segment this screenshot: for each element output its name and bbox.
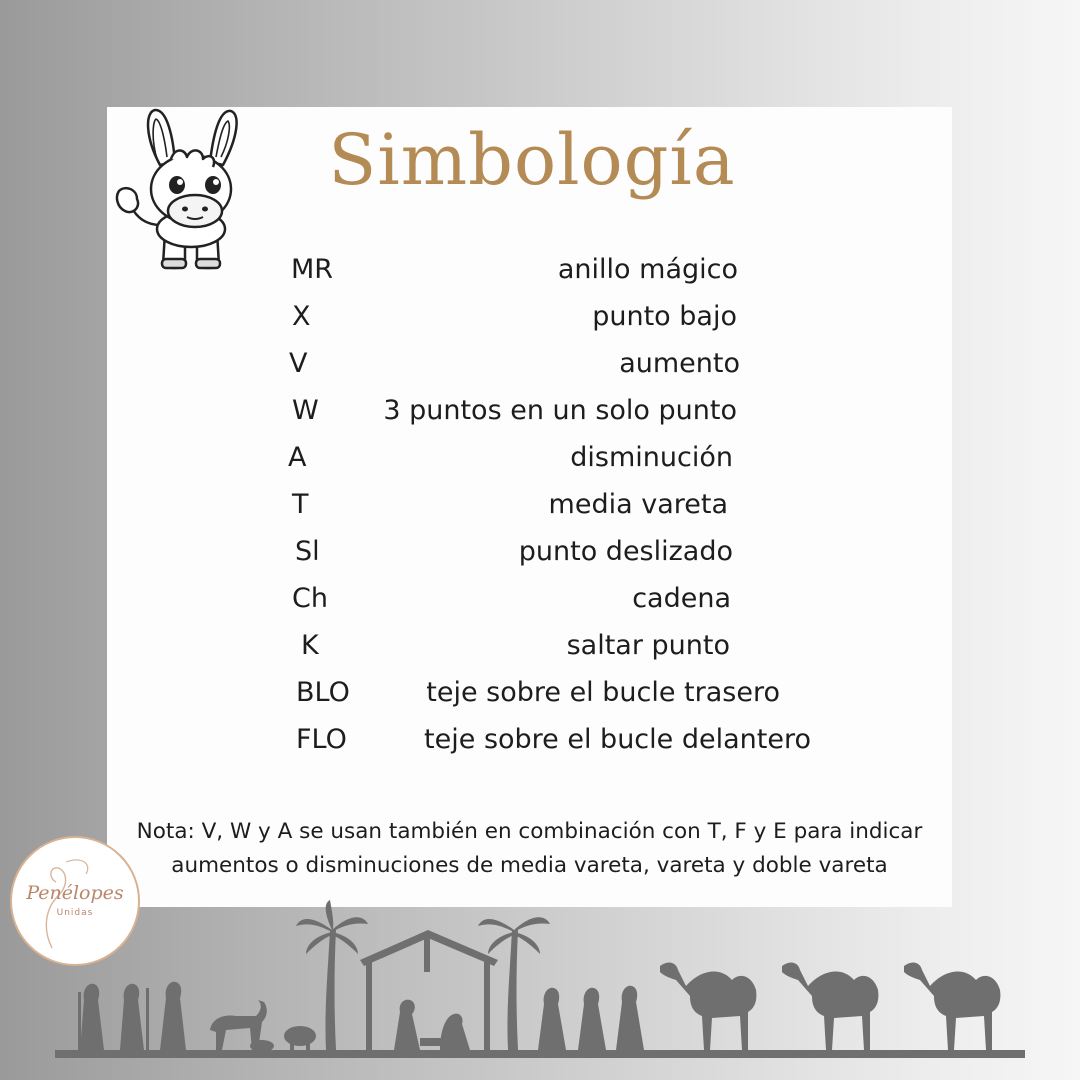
meaning-flo: teje sobre el bucle delantero xyxy=(424,724,811,755)
meaning-k: saltar punto xyxy=(566,630,730,661)
symbol-x: X xyxy=(292,301,311,332)
symbol-k: K xyxy=(301,630,319,661)
meaning-t: media vareta xyxy=(548,489,728,520)
symbol-blo: BLO xyxy=(296,677,350,708)
symbol-flo: FLO xyxy=(296,724,347,755)
logo-badge xyxy=(10,836,140,966)
meaning-sl: punto deslizado xyxy=(518,536,733,567)
logo-name: Penélopes xyxy=(26,882,124,904)
donkey-icon xyxy=(115,107,265,277)
page-title: Simbología xyxy=(328,119,736,201)
logo-subtitle: Unidas xyxy=(56,908,94,918)
nativity-scene xyxy=(0,900,1080,1080)
symbol-t: T xyxy=(292,489,309,520)
meaning-x: punto bajo xyxy=(592,301,737,332)
meaning-a: disminución xyxy=(570,442,733,473)
symbol-v: V xyxy=(289,348,308,379)
symbol-card xyxy=(107,107,952,907)
note-line-1: Nota: V, W y A se usan también en combinación con T, F y E para indicar xyxy=(136,819,923,844)
symbol-w: W xyxy=(292,395,319,426)
note-line-2: aumentos o disminuciones de media vareta, vareta y doble vareta xyxy=(171,853,888,878)
symbol-sl: Sl xyxy=(295,536,320,567)
meaning-ch: cadena xyxy=(632,583,731,614)
symbol-mr: MR xyxy=(291,254,334,285)
meaning-v: aumento xyxy=(619,348,740,379)
meaning-mr: anillo mágico xyxy=(557,254,738,285)
symbol-a: A xyxy=(288,442,307,473)
symbol-ch: Ch xyxy=(292,583,328,614)
meaning-blo: teje sobre el bucle trasero xyxy=(426,677,780,708)
note xyxy=(107,815,952,883)
meaning-w: 3 puntos en un solo punto xyxy=(383,395,737,426)
